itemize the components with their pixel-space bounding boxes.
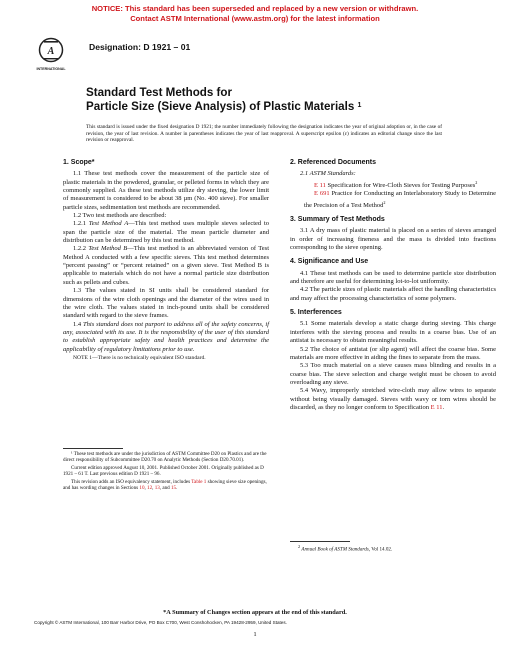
paragraph-3-1: 3.1 A dry mass of plastic material is placed on a series of sieves arranged in order of increasing fineness and the mass is divided into fractions corresponding to the sieve opening.: [290, 227, 496, 252]
paragraph-1-1: 1.1 These test methods cover the measurement of the particle size of plastic materials in the powdered, granular, or pelleted forms in which they are commonly supplied. As these test methods utilize dry sieving, the lower limit of measurement is considered to be about 38 µm (No. 400 sieve). For smaller particle sizes, sedimentation test methods are recommended.: [63, 170, 269, 211]
section-12-link[interactable]: 12: [147, 485, 153, 492]
e11-link[interactable]: E 11: [314, 181, 326, 189]
e11-link-inline[interactable]: E 11: [430, 403, 443, 411]
paragraph-5-2: 5.2 The choice of antistat (or slip agent) will affect the coarse bias. Some materials are more effective in aiding the fines to separate from the mass.: [290, 345, 496, 361]
paragraph-4-1: 4.1 These test methods can be used to determine particle size distribution and therefore are useful for determining lot-to-lot uniformity.: [290, 269, 496, 286]
section-15-link[interactable]: 15: [170, 485, 177, 492]
paragraph-1-2-2: 1.2.2 Test Method B—This test method is an abbreviated version of Test Method A conducted with a few specific sieves. This test method determines “percent passing” or “percent retained” on a given sieve. Test Method B is applicable to materials which do not have a normal particle size distribution such as pellets and cubes.: [63, 245, 269, 286]
footnote-divider-right: [290, 541, 350, 542]
table-1-link[interactable]: Table 1: [191, 478, 207, 485]
notice-line-2: Contact ASTM International (www.astm.org) for the latest information: [130, 14, 380, 23]
reference-e691: E 691 Practice for Conducting an Interlaboratory Study to Determine the Precision of a Test Method$^2$: [304, 190, 496, 209]
section-heading-scope: 1. Scope*: [63, 159, 95, 166]
e691-link[interactable]: E 691: [314, 190, 330, 198]
paragraph-1-3: 1.3 The values stated in SI units shall be considered standard for dimensions of the wire cloth openings and the diameter of the wires used in the wire cloth. The values stated in inch-pound units shall be considered standard with regard to the sieve frames.: [63, 287, 269, 320]
paragraph-4-2: 4.2 The particle sizes of plastic materials affect the handling characteristics and may affect the processing characteristics of some polymers.: [290, 286, 496, 302]
footnote-1: ¹ These test methods are under the jurisdiction of ASTM Committee D20 on Plastics and are the direct responsibility of Subcommittee D20.70 on Analytic Methods (Section D20.70.01).: [63, 451, 267, 464]
logo-text: INTERNATIONAL: [36, 67, 66, 71]
svg-text:A: A: [47, 46, 55, 57]
footnote-2: $^2$ Annual Book of ASTM Standards, Vol 14.02.: [298, 544, 393, 553]
note-1: NOTE 1—There is no technically equivalent ISO standard.: [73, 354, 206, 361]
copyright-line: Copyright © ASTM International, 100 Barr Harbor Drive, PO Box C700, West Conshohocken, PA 19428-2959, United States.: [34, 620, 287, 625]
reference-e11: E 11 Specification for Wire-Cloth Sieves for Testing Purposes$^2$: [314, 179, 478, 189]
section-heading-summary: 3. Summary of Test Methods: [290, 216, 385, 224]
section-heading-interferences: 5. Interferences: [290, 309, 342, 317]
paragraph-5-3: 5.3 Too much material on a sieve causes mass blinding and results in a coarse bias. The sieve selection and charge weight must be chosen to avoid overloading any sieve.: [290, 362, 496, 386]
paragraph-1-2: 1.2 Two test methods are described:: [73, 212, 167, 220]
astm-logo-icon: [38, 37, 64, 77]
paragraph-5-4: 5.4 Wavy, improperly stretched wire-cloth may allow wires to separate without being visually damaged. Sieves with wavy or torn wires should be discarded, as they no longer conform to Specification E 11.: [290, 387, 496, 411]
footnotes-left: [63, 451, 269, 492]
astm-standards-label: 2.1 ASTM Standards:: [300, 170, 356, 178]
section-13-link[interactable]: 13: [154, 485, 160, 492]
right-column: [290, 159, 496, 412]
footnote-divider-left: [63, 448, 123, 449]
title-line-1: Standard Test Methods for: [86, 86, 233, 99]
left-column: [63, 159, 269, 362]
page-number: 1: [253, 631, 257, 638]
issuance-statement: This standard is issued under the fixed designation D 1921; the number immediately following the designation indicates the year of original adoption or, in the case of revision, the year of last revision. A number in parentheses indicates the year of last reapproval. A superscript epsilon (ε) indicates an editorial change since the last revision or reapproval.: [86, 124, 442, 144]
paragraph-1-2-1: 1.2.1 Test Method A—This test method uses multiple sieves selected to span the particle size of the material. The mean particle diameter and distribution can be determined by this test method.: [63, 220, 270, 245]
superseded-notice: [0, 4, 510, 24]
title-footnote-mark: 1: [357, 101, 362, 109]
summary-of-changes-note: *A Summary of Changes section appears at the end of this standard.: [163, 609, 347, 616]
paragraph-5-1: 5.1 Some materials develop a static charge during sieving. This charge interferes with the sieving process and results in a coarse bias. Use of an antistat is necessary to obtain meaningful results.: [290, 320, 496, 345]
section-heading-significance: 4. Significance and Use: [290, 258, 369, 266]
paragraph-1-4: 1.4 This standard does not purport to address all of the safety concerns, if any, associated with its use. It is the responsibility of the user of this standard to establish appropriate safety and health practices and determine the applicability of regulatory limitations prior to use.: [63, 320, 269, 353]
section-10-link[interactable]: 10: [139, 485, 145, 492]
notice-line-1: NOTICE: This standard has been superseded and replaced by a new version or withdrawn.: [91, 4, 419, 13]
designation: Designation: D 1921 – 01: [89, 42, 191, 52]
footnote-revision: This revision adds an ISO equivalency statement, includes Table 1 showing sieve size openings, and has wording changes in Sections 10, 12, 13, and 15.: [63, 478, 267, 492]
footnote-edition: Current edition approved August 10, 2001. Published October 2001. Originally published as D 1921 – 61 T. Last previous edition D 1921 – 96.: [63, 464, 264, 478]
section-heading-referenced-documents: 2. Referenced Documents: [290, 159, 376, 166]
title-line-2: Particle Size (Sieve Analysis) of Plastic Materials: [86, 99, 355, 113]
document-title: [86, 86, 446, 113]
